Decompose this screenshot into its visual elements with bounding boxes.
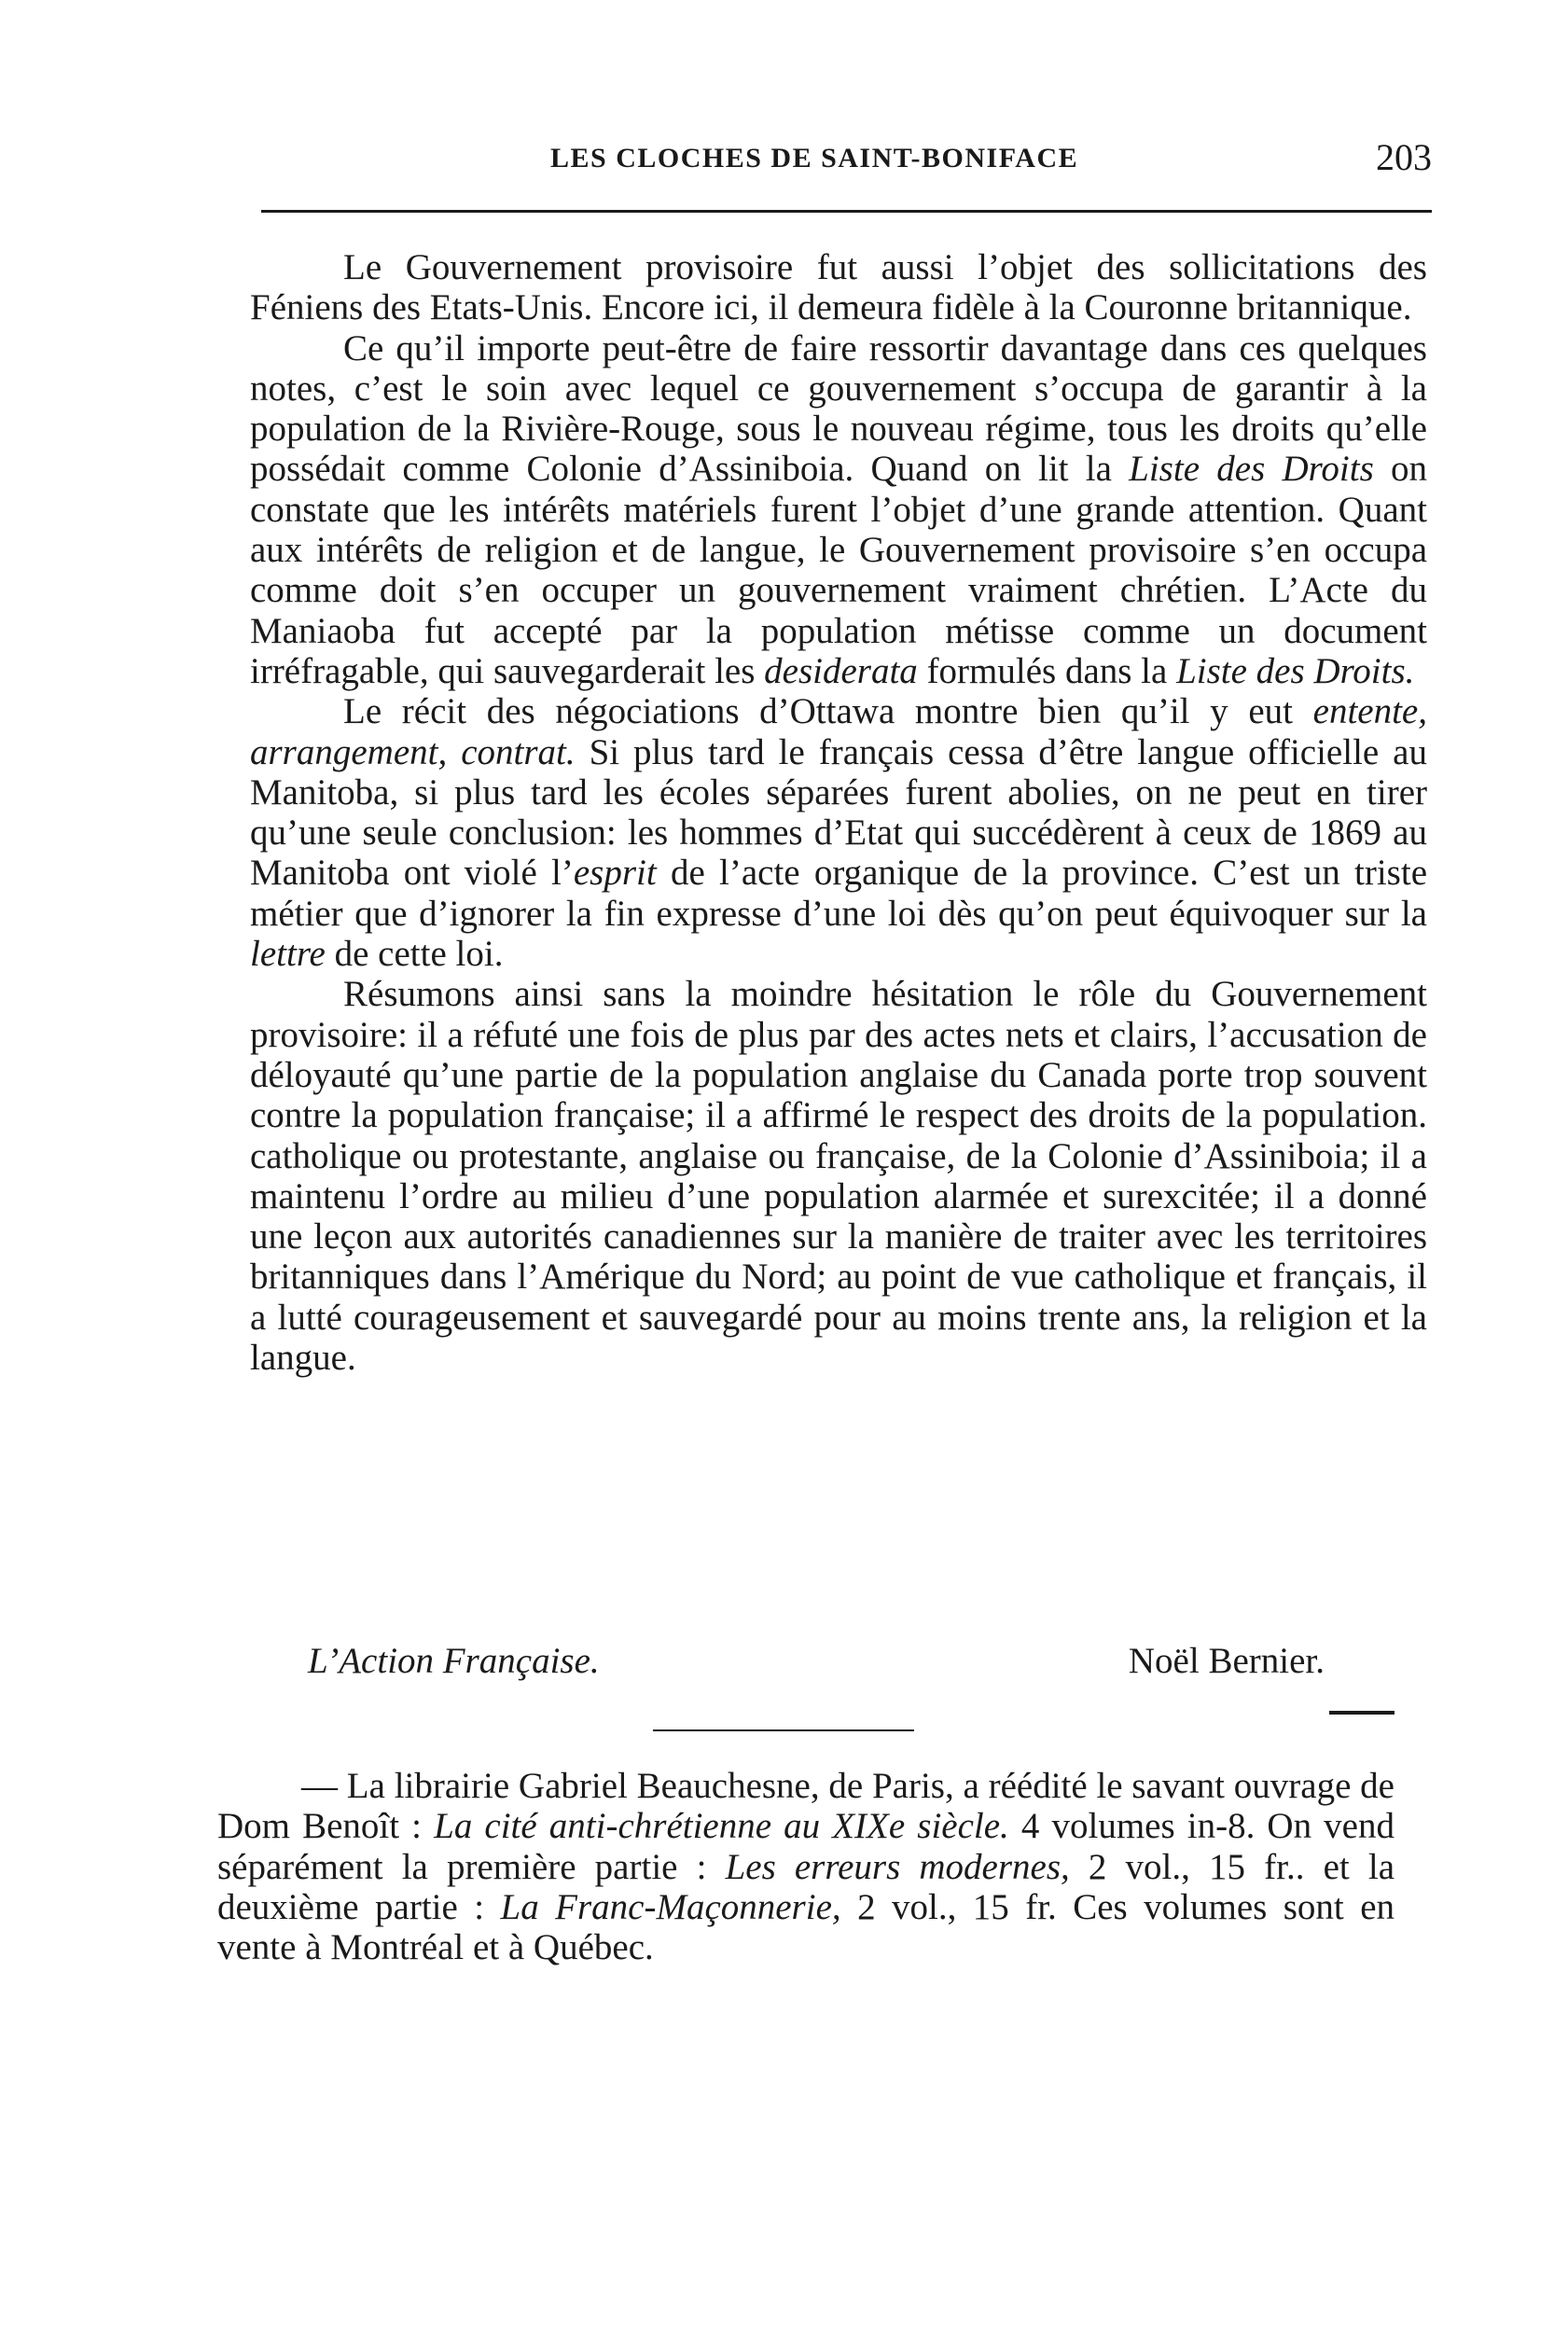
section-separator [653, 1729, 914, 1731]
page-number: 203 [1376, 136, 1432, 178]
italic-entente: entente, arrangement, contrat. [250, 691, 1427, 772]
italic-liste-des-droits: Liste des Droits. [1176, 650, 1415, 691]
paragraph-1 [250, 247, 1427, 328]
paragraph-3-text: Le récit des négociations d’Ottawa montre bien qu’il y eut [343, 691, 1313, 732]
italic-part-one-title: Les erreurs modernes, [725, 1846, 1070, 1887]
paragraph-4 [250, 974, 1427, 1378]
paragraph-3 [250, 691, 1427, 974]
paragraph-4-text: Résumons ainsi sans la moindre hésitation le rôle du Gouvernement provisoire: il a réfuté une fois de plus par des actes nets et clairs, l’accusation de déloyauté qu’une partie de la population anglaise du Canada porte trop souvent contre la population française; il a affirmé le respect des droits de la population. catholique ou protestante, anglaise ou française, de la Colonie d’Assiniboia; il a maintenu l’ordre au milieu d’une population alarmée et surexcitée; il a donné une leçon aux autorités canadiennes sur la manière de traiter avec les territoires britanniques dans l’Amérique du Nord; au point de vue catholique et français, il a lutté courageusement et sauvegardé pour au moins trente ans, la religion et la langue. [250, 974, 1427, 1379]
signature-author: Noël Bernier. [1128, 1641, 1325, 1681]
article-body [250, 247, 1427, 1378]
paragraph-1-text: Le Gouvernement provisoire fut aussi l’objet des sollicitations des Féniens des Etats-Unis. Encore ici, il demeura fidèle à la Couronne britannique. [250, 247, 1427, 328]
paragraph-3-text-cont: de cette loi. [325, 934, 504, 975]
book-notice [217, 1766, 1395, 1967]
paragraph-2 [250, 328, 1427, 692]
italic-part-two-title: La Franc-Maçonnerie, [500, 1886, 841, 1927]
paragraph-2-text: Ce qu’il importe peut-être de faire ressortir davantage dans ces quelques notes, c’est le soin avec lequel ce gouvernement s’occupa de garantir à la population de la Rivière-Rouge, sous le nouveau régime, tous les droits qu’elle possédait comme Colonie d’Assiniboia. Quand on lit la [250, 327, 1427, 490]
short-rule [1329, 1711, 1395, 1715]
notice-text: — La librairie Gabriel Beauchesne, de Paris, a réédité le savant ouvrage de Dom Benoît : [217, 1766, 1395, 1847]
running-head [261, 135, 1432, 191]
notice-paragraph [217, 1766, 1395, 1967]
italic-lettre: lettre [250, 934, 326, 975]
paragraph-3-text-cont: Si plus tard le français cessa d’être langue officielle au Manitoba, si plus tard les écoles séparées furent abolies, on ne peut en tirer qu’une seule conclusion: les hommes d’Etat qui succédèrent à ceux de 1869 au Manitoba ont violé l’ [250, 731, 1427, 894]
italic-book-title: La cité anti-chrétienne au XIXe siècle. [434, 1806, 1009, 1847]
notice-text-cont: 2 vol., 15 fr. Ces volumes sont en vente à Montréal et à Québec. [217, 1886, 1395, 1968]
paragraph-2-text-cont: on constate que les intérêts matériels furent l’objet d’une grande attention. Quant aux intérêts de religion et de langue, le Gouvernement provisoire s’en occupa comme doit s’en occuper un gouvernement vraiment chrétien. L’Acte du Maniaoba fut accepté par la population métisse comme un document irréfragable, qui sauvegarderait les [250, 449, 1428, 691]
running-title: LES CLOCHES DE SAINT-BONIFACE [550, 143, 1079, 174]
notice-text-cont: 4 volumes in-8. On vend séparément la première partie : [217, 1806, 1395, 1887]
header-rule [261, 210, 1432, 213]
paragraph-3-text-cont: de l’acte organique de la province. C’est un triste métier que d’ignorer la fin expresse d’une loi dès qu’on peut équivoquer sur la [250, 853, 1428, 934]
signature-line [308, 1640, 1325, 1687]
signature-source: L’Action Française. [308, 1641, 600, 1681]
notice-text-cont: 2 vol., 15 fr.. et la deuxième partie : [217, 1846, 1395, 1927]
italic-esprit: esprit [573, 853, 657, 894]
paragraph-2-text-cont: formulés dans la [917, 650, 1177, 691]
italic-liste-des-droits: Liste des Droits [1129, 449, 1374, 490]
italic-desiderata: desiderata [764, 650, 918, 691]
